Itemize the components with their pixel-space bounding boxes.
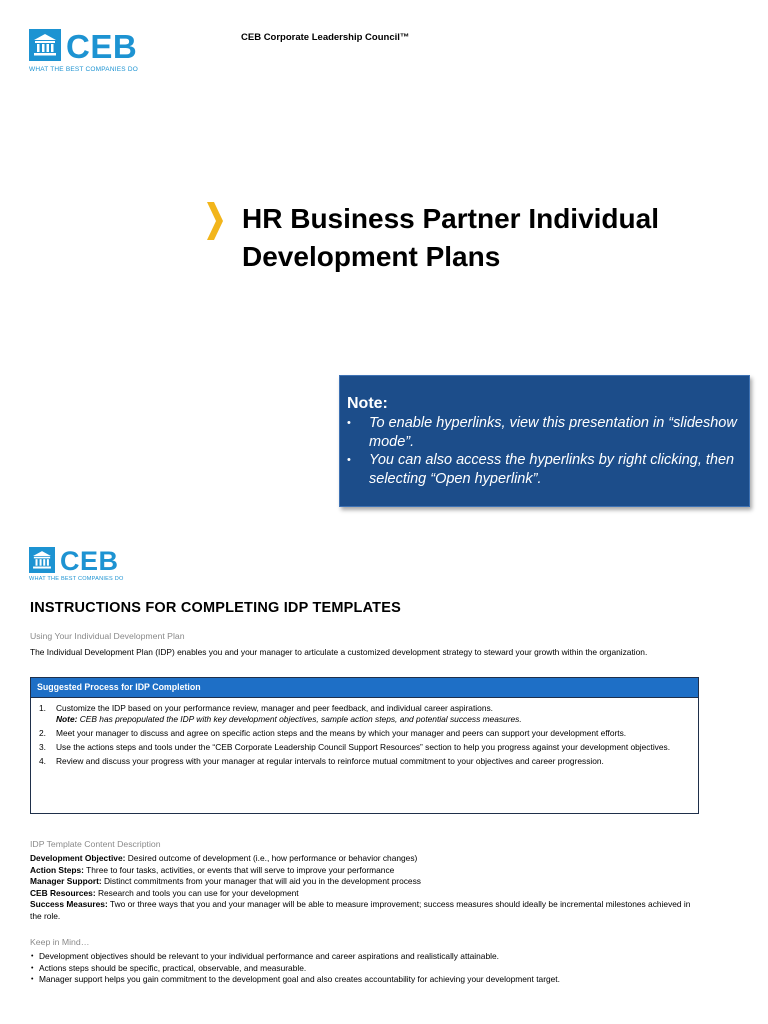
- keep-item: [30, 974, 730, 986]
- note-heading: Note:: [347, 395, 388, 412]
- content-description-heading: IDP Template Content Description: [30, 839, 161, 849]
- note-box: [339, 375, 750, 507]
- definitions-list: [30, 853, 700, 922]
- definition-term: Manager Support:: [30, 876, 102, 886]
- step-text: Meet your manager to discuss and agree on specific action steps and the means by which your manager and peers can support your development efforts.: [56, 728, 627, 738]
- note-list: [347, 414, 739, 488]
- institution-building-icon: [29, 547, 55, 573]
- using-idp-text: The Individual Development Plan (IDP) enables you and your manager to articulate a customized development strategy to steward your growth within the organization.: [30, 647, 648, 657]
- step-number: 2.: [39, 728, 46, 738]
- definition-item: [30, 888, 700, 900]
- chevron-right-icon: [205, 200, 225, 242]
- step-note-label: Note:: [56, 714, 78, 724]
- suggested-process-box: [30, 677, 699, 814]
- step-number: 1.: [39, 703, 46, 713]
- definition-item: [30, 865, 700, 877]
- ceb-logo-header: [29, 29, 159, 75]
- definition-term: Success Measures:: [30, 899, 108, 909]
- process-step: [31, 756, 698, 767]
- page-title: HR Business Partner Individual Development Plans: [242, 203, 659, 272]
- definition-text: Three to four tasks, activities, or events that will serve to improve your performance: [83, 864, 395, 875]
- logo-wordmark: CEB: [66, 28, 138, 65]
- step-note-text: CEB has prepopulated the IDP with key development objectives, sample action steps, and potential success measures.: [77, 714, 522, 724]
- bullet-icon: •: [31, 964, 34, 972]
- definition-text: Distinct commitments from your manager that will aid you in the development process: [101, 876, 421, 886]
- keep-item: [30, 951, 730, 963]
- bullet-icon: •: [31, 976, 34, 983]
- logo-tagline: WHAT THE BEST COMPANIES DO: [29, 576, 124, 582]
- keep-in-mind-list: [30, 951, 730, 986]
- using-idp-heading: Using Your Individual Development Plan: [30, 631, 185, 641]
- note-item-text: To enable hyperlinks, view this presentation in “slideshow mode”.: [369, 415, 737, 450]
- instructions-title: INSTRUCTIONS FOR COMPLETING IDP TEMPLATES: [30, 600, 401, 616]
- definition-item: [30, 899, 700, 922]
- definition-term: Development Objective:: [30, 853, 126, 863]
- step-text: Customize the IDP based on your performance review, manager and peer feedback, and individual career aspirations.: [56, 703, 493, 713]
- council-header-text: CEB Corporate Leadership Council™: [241, 32, 410, 43]
- step-note: [56, 714, 522, 724]
- bullet-icon: •: [31, 953, 34, 960]
- ceb-logo-section: [29, 547, 139, 587]
- process-step: [31, 742, 698, 753]
- definition-item: [30, 853, 700, 865]
- step-text: Review and discuss your progress with your manager at regular intervals to reinforce mutual commitment to your objectives and career progression.: [56, 756, 604, 766]
- institution-building-icon: [29, 29, 61, 61]
- note-item: [347, 414, 739, 451]
- definition-term: Action Steps:: [30, 864, 84, 875]
- process-heading: Suggested Process for IDP Completion: [31, 678, 698, 698]
- keep-item: [30, 963, 730, 975]
- logo-tagline: WHAT THE BEST COMPANIES DO: [29, 66, 138, 73]
- definition-text: Research and tools you can use for your development: [95, 887, 299, 898]
- step-text: Use the actions steps and tools under the “CEB Corporate Leadership Council Support Resources” section to help you progress against your development objectives.: [56, 742, 671, 752]
- note-item: [347, 451, 739, 488]
- keep-item-text: Actions steps should be specific, practical, observable, and measurable.: [39, 962, 307, 973]
- keep-item-text: Manager support helps you gain commitment to the development goal and also creates accountability for achieving your development target.: [39, 974, 560, 984]
- process-step: [31, 703, 698, 725]
- logo-wordmark: CEB: [60, 546, 119, 576]
- keep-in-mind-heading: Keep in Mind…: [30, 937, 90, 947]
- step-number: 3.: [39, 742, 46, 752]
- keep-item-text: Development objectives should be relevant to your individual performance and career aspirations and realistically attainable.: [39, 951, 499, 961]
- note-item-text: You can also access the hyperlinks by right clicking, then selecting “Open hyperlink”.: [369, 452, 735, 487]
- definition-text: Two or three ways that you and your manager will be able to measure improvement; success measures should ideally be incremental milestones achieved in the role.: [30, 899, 691, 921]
- process-step: [31, 728, 698, 739]
- definition-text: Desired outcome of development (i.e., how performance or behavior changes): [125, 853, 418, 863]
- step-number: 4.: [39, 756, 46, 766]
- bullet-icon: •: [347, 417, 351, 429]
- bullet-icon: •: [347, 454, 351, 466]
- process-steps: [31, 698, 698, 767]
- definition-term: CEB Resources:: [30, 887, 96, 898]
- definition-item: [30, 876, 700, 888]
